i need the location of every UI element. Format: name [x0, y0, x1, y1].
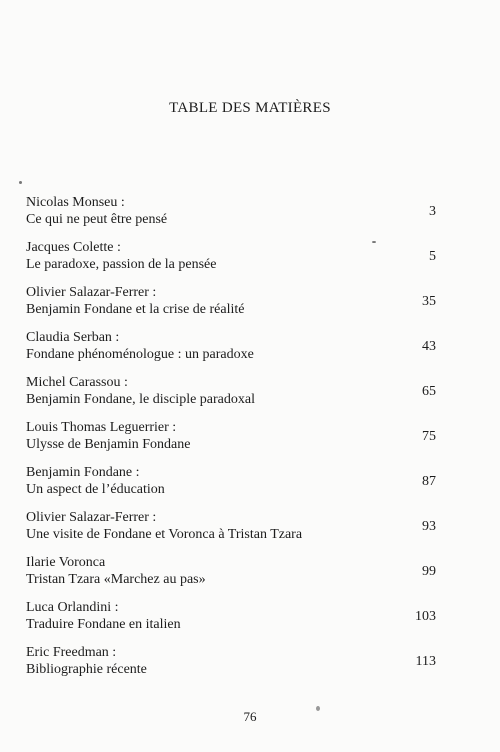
toc-author: Claudia Serban : [26, 330, 120, 345]
toc-title: Tristan Tzara «Marchez au pas» [26, 572, 206, 587]
toc-author: Nicolas Monseu : [26, 195, 125, 210]
toc-title: Une visite de Fondane et Voronca à Tristan Tzara [26, 527, 303, 542]
toc-title: Benjamin Fondane et la crise de réalité [26, 302, 245, 317]
table-of-contents [26, 194, 436, 689]
toc-author: Jacques Colette : [26, 240, 121, 255]
toc-page-number: 43 [422, 339, 436, 354]
toc-author: Louis Thomas Leguerrier : [26, 420, 177, 435]
toc-page-number: 3 [429, 204, 436, 219]
toc-page-number: 87 [422, 474, 436, 489]
page-title: TABLE DES MATIÈRES [169, 100, 331, 116]
toc-author: Olivier Salazar-Ferrer : [26, 510, 157, 525]
toc-entry [26, 239, 436, 284]
toc-title: Le paradoxe, passion de la pensée [26, 257, 217, 272]
toc-entry [26, 509, 436, 554]
scan-speck [316, 706, 320, 711]
toc-author: Ilarie Voronca [26, 555, 106, 570]
toc-entry [26, 464, 436, 509]
scan-speck [372, 241, 376, 243]
toc-author: Olivier Salazar-Ferrer : [26, 285, 157, 300]
toc-author: Michel Carassou : [26, 375, 128, 390]
toc-entry [26, 599, 436, 644]
toc-entry [26, 284, 436, 329]
toc-title: Un aspect de l’éducation [26, 482, 165, 497]
toc-page-number: 103 [415, 609, 436, 624]
page-number: 76 [243, 709, 257, 724]
toc-page-number: 99 [422, 564, 436, 579]
toc-author: Luca Orlandini : [26, 600, 119, 615]
toc-entry [26, 554, 436, 599]
scan-speck [19, 181, 22, 184]
toc-title: Benjamin Fondane, le disciple paradoxal [26, 392, 255, 407]
toc-page-number: 35 [422, 294, 436, 309]
toc-page-number: 93 [422, 519, 436, 534]
toc-page-number: 65 [422, 384, 436, 399]
toc-title: Bibliographie récente [26, 662, 147, 677]
toc-page-number: 113 [415, 654, 436, 669]
toc-entry [26, 194, 436, 239]
toc-title: Fondane phénoménologue : un paradoxe [26, 347, 254, 362]
toc-page-number: 75 [422, 429, 436, 444]
toc-entry [26, 419, 436, 464]
toc-title: Traduire Fondane en italien [26, 617, 181, 632]
toc-title: Ce qui ne peut être pensé [26, 212, 168, 227]
toc-entry [26, 644, 436, 689]
toc-title: Ulysse de Benjamin Fondane [26, 437, 191, 452]
toc-entry [26, 329, 436, 374]
toc-entry [26, 374, 436, 419]
toc-author: Eric Freedman : [26, 645, 117, 660]
toc-author: Benjamin Fondane : [26, 465, 140, 480]
toc-page-number: 5 [429, 249, 436, 264]
